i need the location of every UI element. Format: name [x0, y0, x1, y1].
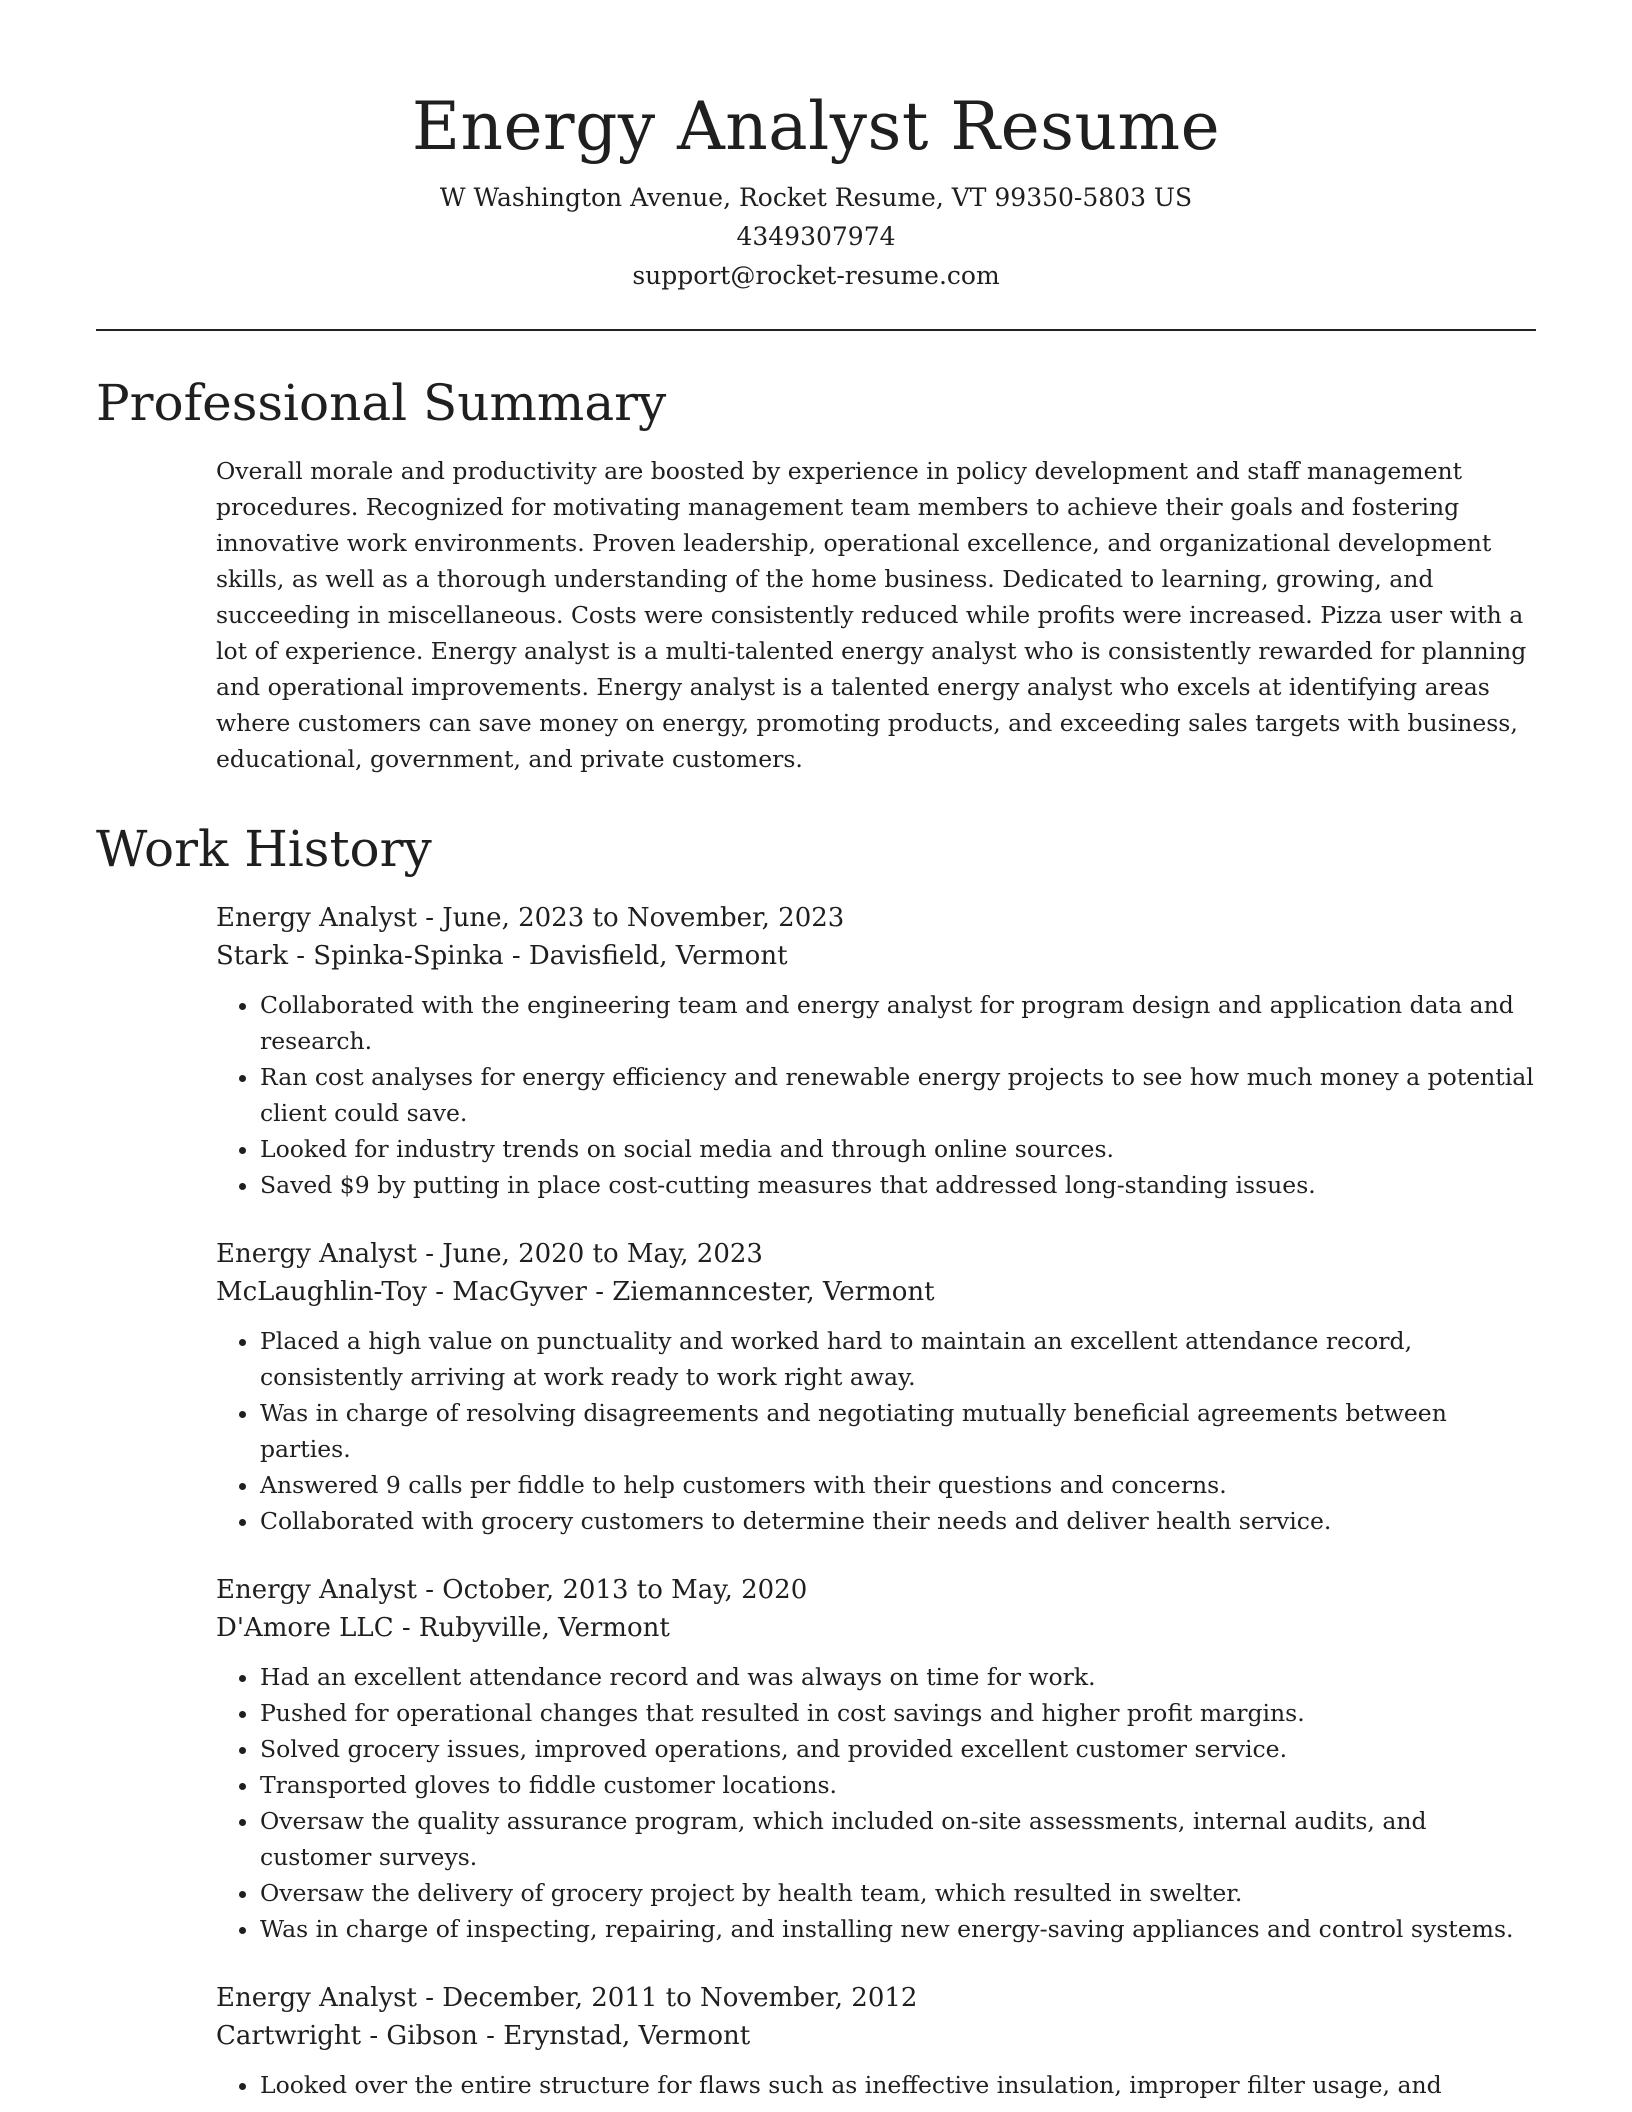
job-company: Cartwright - Gibson - Erynstad, Vermont [216, 2021, 751, 2051]
job-entry [216, 1571, 1536, 1947]
job-bullet-list [216, 1323, 1536, 1539]
job-title: Energy Analyst - June, 2020 to May, 2023 [216, 1239, 763, 1269]
contact-email: support@rocket-resume.com [632, 261, 1000, 290]
work-history-section [216, 899, 1536, 2103]
job-company: McLaughlin-Toy - MacGyver - Ziemanncester, Vermont [216, 1277, 935, 1307]
job-bullet: • Collaborated with the engineering team and energy analyst for program design and application data and research. [260, 987, 1536, 1059]
job-title: Energy Analyst - June, 2023 to November, 2023 [216, 903, 845, 933]
work-history-heading: Work History [96, 820, 432, 878]
job-bullet: • Oversaw the delivery of grocery project by health team, which resulted in swelter. [260, 1875, 1536, 1911]
job-bullet: • Oversaw the quality assurance program, which included on-site assessments, internal audits, and customer surveys. [260, 1803, 1536, 1875]
job-entry [216, 899, 1536, 1203]
job-bullet: • Solved grocery issues, improved operations, and provided excellent customer service. [260, 1731, 1536, 1767]
contact-block [96, 178, 1536, 295]
job-bullet-list [216, 2067, 1536, 2103]
resume-header [96, 0, 1536, 295]
job-bullet: • Transported gloves to fiddle customer locations. [260, 1767, 1536, 1803]
job-title: Energy Analyst - October, 2013 to May, 2020 [216, 1575, 808, 1605]
job-entry [216, 1979, 1536, 2103]
job-bullet-list [216, 1659, 1536, 1947]
summary-section [216, 453, 1536, 777]
job-bullet: • Saved $9 by putting in place cost-cutting measures that addressed long-standing issues. [260, 1167, 1536, 1203]
summary-heading: Professional Summary [96, 374, 667, 432]
header-divider [96, 329, 1536, 331]
job-bullet: • Was in charge of inspecting, repairing, and installing new energy-saving appliances and control systems. [260, 1911, 1536, 1947]
job-company: Stark - Spinka-Spinka - Davisfield, Vermont [216, 941, 788, 971]
job-company: D'Amore LLC - Rubyville, Vermont [216, 1613, 670, 1643]
job-bullet: • Pushed for operational changes that resulted in cost savings and higher profit margins. [260, 1695, 1536, 1731]
job-bullet: • Placed a high value on punctuality and worked hard to maintain an excellent attendance record, consistently arriving at work ready to work right away. [260, 1323, 1536, 1395]
job-bullet: • Looked for industry trends on social media and through online sources. [260, 1131, 1536, 1167]
resume-page [96, 0, 1536, 2103]
resume-title: Energy Analyst Resume [411, 88, 1221, 165]
summary-text: Overall morale and productivity are boosted by experience in policy development and staff management procedures. Recognized for motivating management team members to achieve their goals and fostering innovative work environments. Proven leadership, operational excellence, and organizational development skills, as well as a thorough understanding of the home business. Dedicated to learning, growing, and succeeding in miscellaneous. Costs were consistently reduced while profits were increased. Pizza user with a lot of experience. Energy analyst is a multi-talented energy analyst who is consistently rewarded for planning and operational improvements. Energy analyst is a talented energy analyst who excels at identifying areas where customers can save money on energy, promoting products, and exceeding sales targets with business, educational, government, and private customers. [216, 457, 1527, 773]
job-title: Energy Analyst - December, 2011 to November, 2012 [216, 1983, 918, 2013]
job-bullet-list [216, 987, 1536, 1203]
job-bullet: • Collaborated with grocery customers to determine their needs and deliver health service. [260, 1503, 1536, 1539]
job-bullet: • Was in charge of resolving disagreements and negotiating mutually beneficial agreements between parties. [260, 1395, 1536, 1467]
job-bullet: • Had an excellent attendance record and was always on time for work. [260, 1659, 1536, 1695]
job-bullet: • Ran cost analyses for energy efficiency and renewable energy projects to see how much money a potential client could save. [260, 1059, 1536, 1131]
contact-address: W Washington Avenue, Rocket Resume, VT 99350-5803 US [439, 183, 1193, 212]
job-bullet: • Answered 9 calls per fiddle to help customers with their questions and concerns. [260, 1467, 1536, 1503]
job-entry [216, 1235, 1536, 1539]
contact-phone: 4349307974 [736, 222, 896, 251]
job-bullet: • Looked over the entire structure for flaws such as ineffective insulation, improper filter usage, and [260, 2067, 1536, 2103]
